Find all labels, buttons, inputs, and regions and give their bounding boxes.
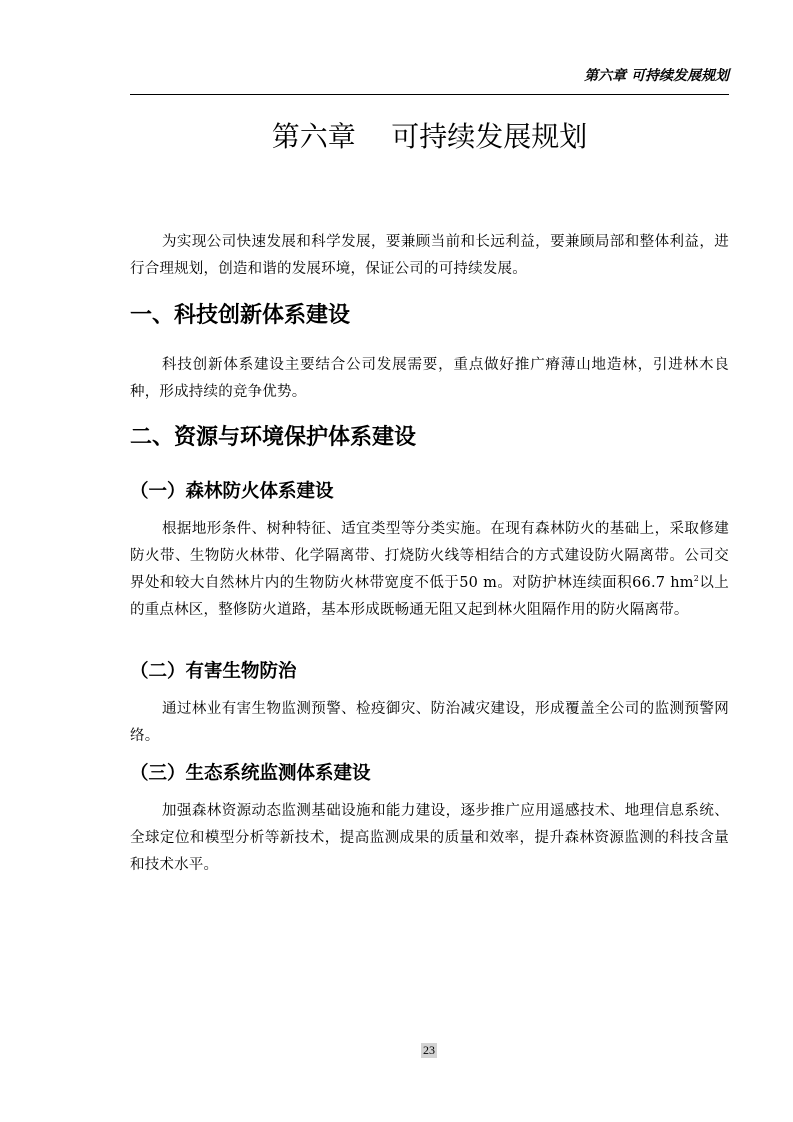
subsection-heading-ecosystem-monitoring: （三）生态系统监测体系建设	[130, 763, 371, 784]
header-divider	[130, 94, 729, 95]
subsection-heading-pest-control: （二）有害生物防治	[130, 661, 297, 682]
ecosystem-monitoring-paragraph: 加强森林资源动态监测基础设施和能力建设，逐步推广应用遥感技术、地理信息系统、全球定位和模型分析等新技术，提高监测成果的质量和效率，提升森林资源监测的科技含量和技术水平。	[130, 803, 729, 873]
tech-innovation-paragraph: 科技创新体系建设主要结合公司发展需要，重点做好推广瘠薄山地造林，引进林木良种，形成持续的竞争优势。	[130, 357, 729, 400]
fire-prevention-paragraph	[130, 516, 729, 624]
section-heading-tech-innovation: 一、科技创新体系建设	[130, 303, 351, 328]
chapter-title: 第六章 可持续发展规划	[271, 120, 588, 153]
section-heading-resource-protection: 二、资源与环境保护体系建设	[130, 425, 417, 450]
pest-control-paragraph: 通过林业有害生物监测预警、检疫御灾、防治减灾建设，形成覆盖全公司的监测预警网络。	[130, 701, 729, 744]
subsection-heading-fire-prevention: （一）森林防火体系建设	[130, 481, 334, 502]
running-header: 第六章 可持续发展规划	[584, 68, 729, 84]
intro-paragraph: 为实现公司快速发展和科学发展，要兼顾当前和长远利益，要兼顾局部和整体利益，进行合理规划，创造和谐的发展环境，保证公司的可持续发展。	[130, 234, 729, 277]
area-unit-superscript: 2	[693, 574, 700, 584]
fire-prevention-text-a: 根据地形条件、树种特征、适宜类型等分类实施。在现有森林防火的基础上，采取修建防火带、生物防火林带、化学隔离带、打烧防火线等相结合的方式建设防火隔离带。公司交界处和较大自然林片内的生物防火林带宽度不低于50 m。对防护林连续面积66.7 hm	[130, 521, 729, 591]
page-number: 23	[423, 1043, 435, 1057]
fire-prevention-text-b: 以上的重点林区，整修防火道路，基本形成既畅通无阻又起到林火阻隔作用的防火隔离带。	[130, 575, 729, 618]
